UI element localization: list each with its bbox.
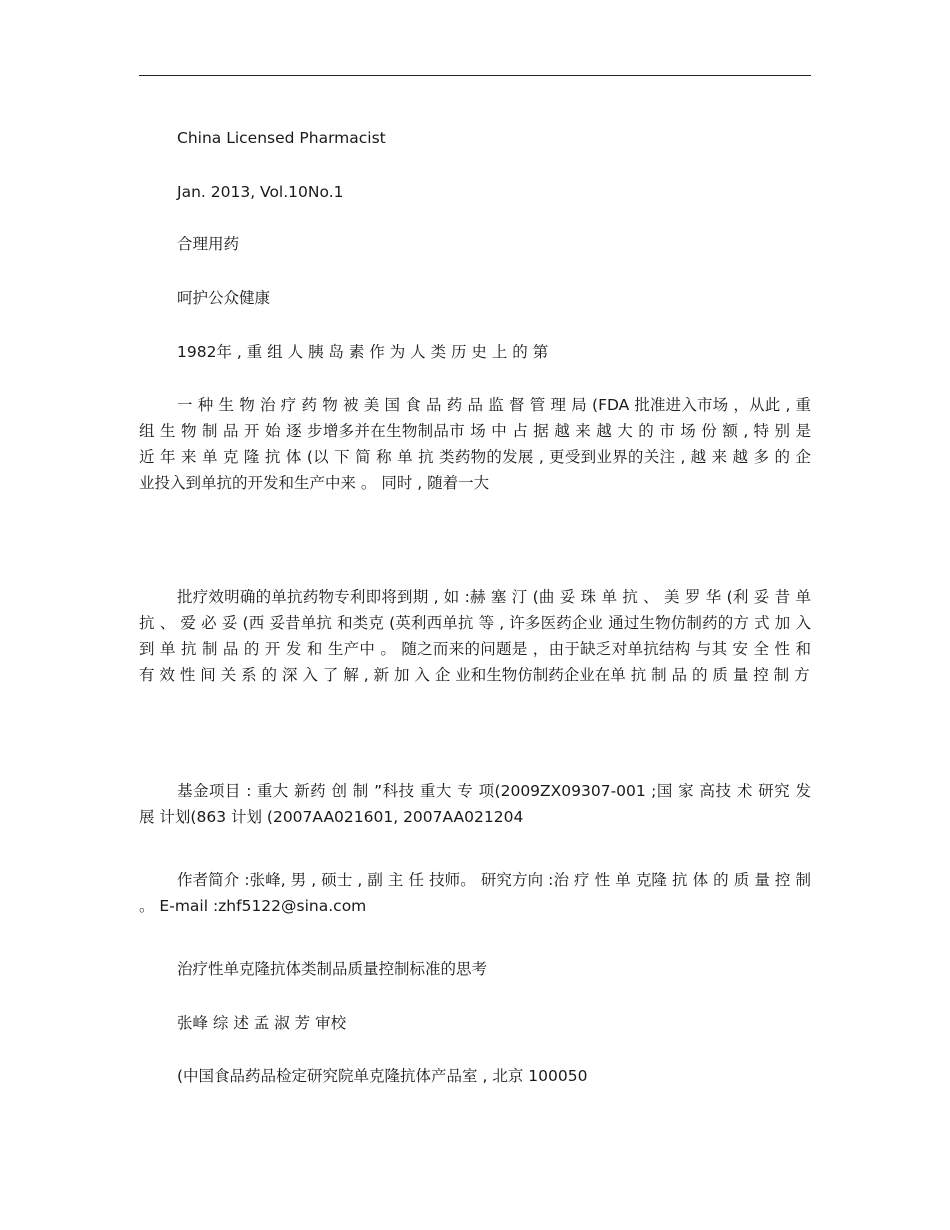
body-paragraph-1: 一 种 生 物 治 疗 药 物 被 美 国 食 品 药 品 监 督 管 理 局 (FDA 批准进入市场 ，从此 , 重 组 生 物 制 品 开 始 逐 步增多并在生物制品市 场 中 占 据 越 来 越 大 的 市 场 份 额 , 特 别 是 近 年 来 单 克 隆 抗 体 (以 下 简 称 单 抗 类药物的发展 , 更受到业界的关注 , 越 来 越 多 的 企 业投入到单抗的开发和生产中来 。 同时 , 随着一大	[139, 396, 811, 492]
journal-name: China Licensed Pharmacist	[177, 129, 386, 147]
body-paragraph-2: 批疗效明确的单抗药物专利即将到期 , 如 :赫 塞 汀 (曲 妥 珠 单 抗 、 美 罗 华 (利 妥 昔 单 抗 、 爱 必 妥 (西 妥昔单抗 和类克 (英利西单抗 等 , 许多医药企业 通过生物仿制药的方 式 加 入 到 单 抗 制 品 的 开 发 和 生产中 。 随之而来的问题是 ，由于缺乏对单抗结构 与其 安 全 性 和 有 效 性 间 关 系 的 深 入 了 解 , 新 加 入 企 业和生物仿制药企业在单 抗 制 品 的 质 量 控 制 方	[139, 588, 811, 684]
header-rule	[139, 75, 811, 76]
section-motto: 呵护公众健康	[177, 289, 271, 307]
intro-line: 1982年 , 重 组 人 胰 岛 素 作 为 人 类 历 史 上 的 第	[177, 343, 549, 361]
author-bio: 作者简介 :张峰, 男 , 硕士 , 副 主 任 技师。 研究方向 :治 疗 性 单 克隆 抗 体 的 质 量 控 制 。 E-mail :zhf5122@sina.com	[139, 871, 811, 915]
article-title: 治疗性单克隆抗体类制品质量控制标准的思考	[177, 960, 488, 978]
journal-issue: Jan. 2013, Vol.10No.1	[177, 183, 344, 201]
funding-note: 基金项目 : 重大 新药 创 制 ”科技 重大 专 项(2009ZX09307-001 ;国 家 高技 术 研究 发 展 计划(863 计划 (2007AA021601, 2007AA021204	[139, 782, 811, 826]
article-authors: 张峰 综 述 孟 淑 芳 审校	[177, 1014, 347, 1032]
section-label: 合理用药	[177, 235, 240, 253]
author-affiliation: (中国食品药品检定研究院单克隆抗体产品室 , 北京 100050	[177, 1067, 588, 1085]
